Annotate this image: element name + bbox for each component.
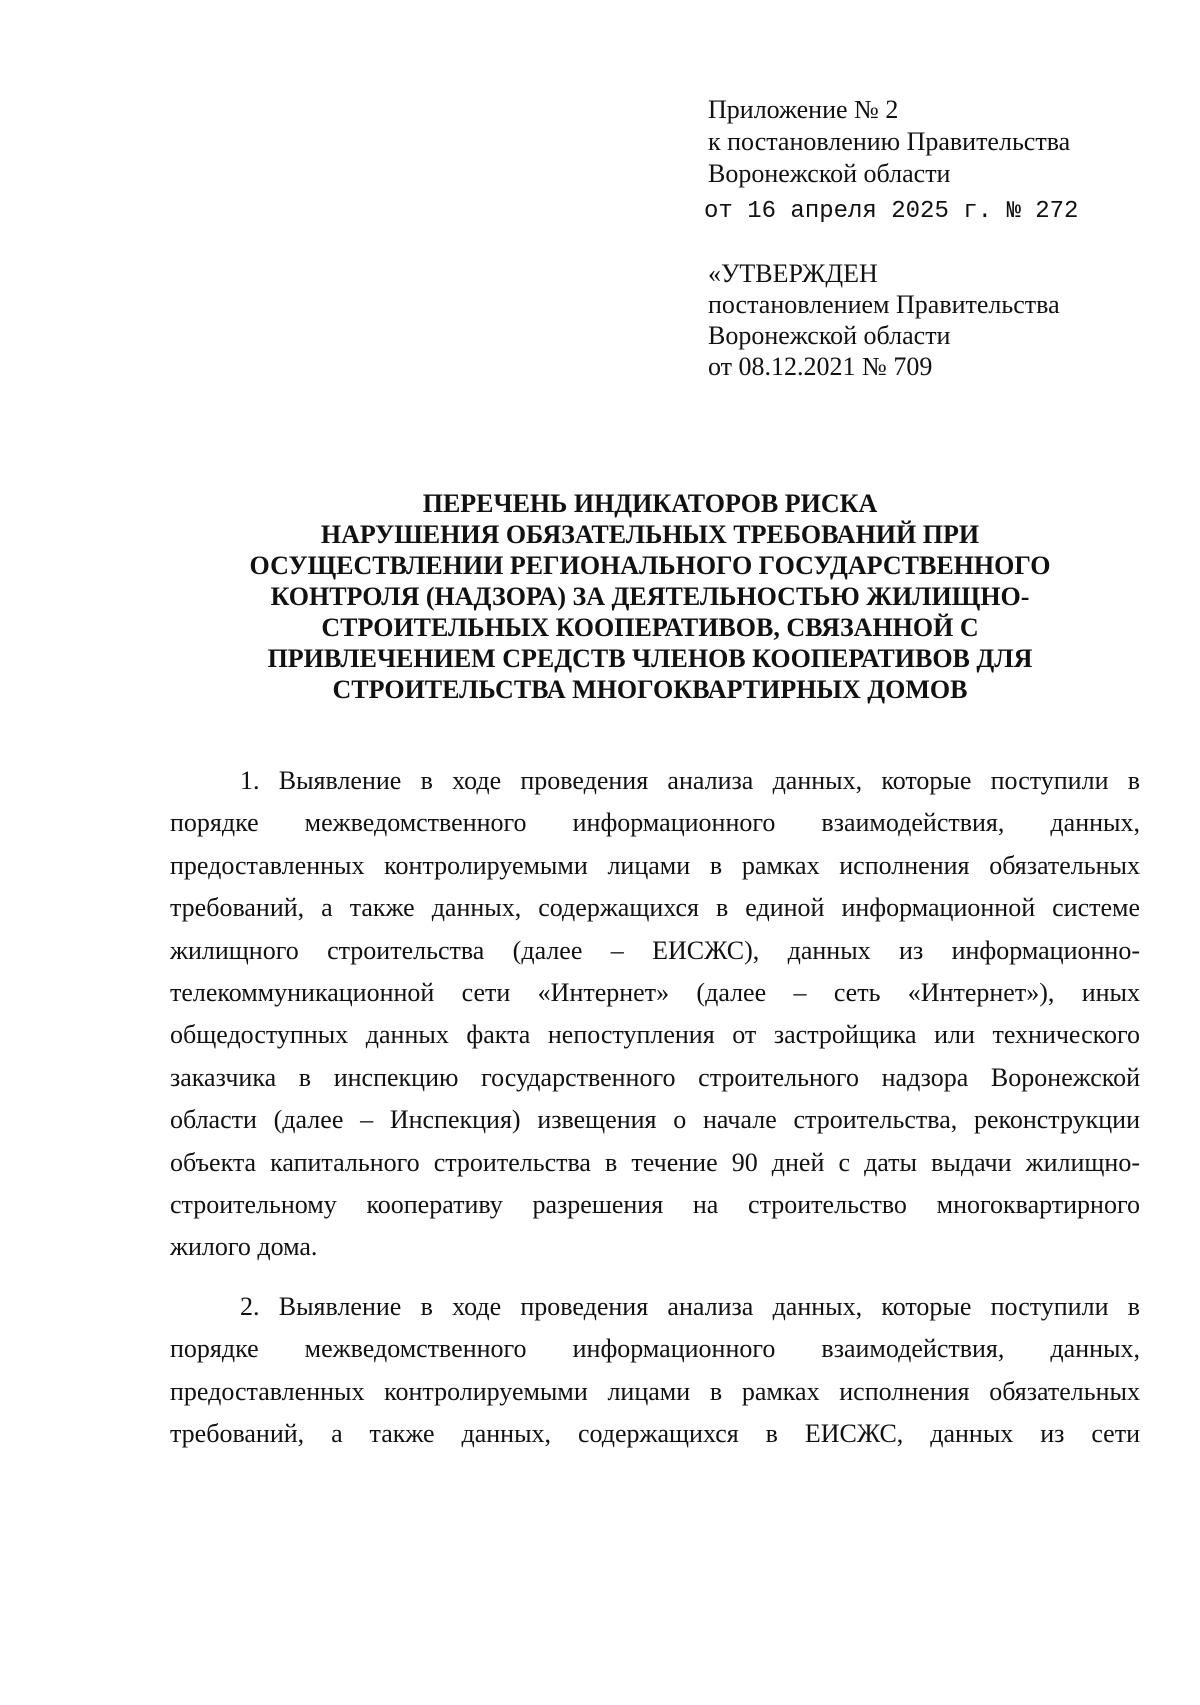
appendix-header [704,94,1079,228]
title-line: ПЕРЕЧЕНЬ ИНДИКАТОРОВ РИСКА [422,489,878,518]
paragraph-line: заказчика в инспекцию государственного строительного надзора Воронежской [170,1062,1140,1092]
approval-block [708,258,1060,382]
paragraph-line: строительному кооперативу разрешения на строительство многоквартирного [170,1190,1140,1220]
approval-line: «УТВЕРЖДЕН [708,259,878,288]
paragraph-line: 1. Выявление в ходе проведения анализа данных, которые поступили в [240,766,1140,795]
paragraph-line: жилищного строительства (далее – ЕИСЖС), данных из информационно- [170,935,1140,965]
appendix-date-number: от 16 апреля 2025 г. № 272 [704,198,1079,225]
appendix-line: к постановлению Правительства [708,127,1071,156]
paragraph-line: порядке межведомственного информационного взаимодействия, данных, [170,1334,1140,1364]
title-line: КОНТРОЛЯ (НАДЗОРА) ЗА ДЕЯТЕЛЬНОСТЬЮ ЖИЛИЩНО- [270,582,1030,611]
title-line: СТРОИТЕЛЬНЫХ КООПЕРАТИВОВ, СВЯЗАННОЙ С [321,613,979,642]
paragraph-2 [170,1286,1140,1456]
paragraph-line: порядке межведомственного информационного взаимодействия, данных, [170,808,1140,838]
paragraph-line: области (далее – Инспекция) извещения о начале строительства, реконструкции [170,1105,1140,1135]
paragraph-line: общедоступных данных факта непоступления от застройщика или технического [170,1020,1140,1050]
approval-line: постановлением Правительства [708,290,1060,319]
approval-line: от 08.12.2021 № 709 [708,352,933,381]
paragraph-line: предоставленных контролируемыми лицами в рамках исполнения обязательных [170,850,1140,880]
appendix-line: Приложение № 2 [708,95,899,124]
paragraph-line: жилого дома. [170,1232,318,1262]
title-line: НАРУШЕНИЯ ОБЯЗАТЕЛЬНЫХ ТРЕБОВАНИЙ ПРИ [320,520,980,549]
paragraph-line: 2. Выявление в ходе проведения анализа данных, которые поступили в [240,1291,1140,1321]
paragraph-line: требований, а также данных, содержащихся в ЕИСЖС, данных из сети [170,1419,1140,1449]
title-line: ОСУЩЕСТВЛЕНИИ РЕГИОНАЛЬНОГО ГОСУДАРСТВЕННОГО [249,551,1051,580]
title-line: ПРИВЛЕЧЕНИЕМ СРЕДСТВ ЧЛЕНОВ КООПЕРАТИВОВ ДЛЯ [267,644,1033,673]
paragraph-line: телекоммуникационной сети «Интернет» (далее – сеть «Интернет»), иных [170,978,1140,1008]
approval-line: Воронежской области [708,321,951,350]
appendix-line: Воронежской области [708,159,951,188]
title-line: СТРОИТЕЛЬСТВА МНОГОКВАРТИРНЫХ ДОМОВ [332,675,968,704]
document-title [200,488,1100,705]
paragraph-line: объекта капитального строительства в течение 90 дней с даты выдачи жилищно- [170,1147,1140,1177]
document-body [170,760,1140,1456]
paragraph-1 [170,760,1140,1269]
paragraph-line: требований, а также данных, содержащихся в единой информационной системе [170,893,1140,923]
paragraph-line: предоставленных контролируемыми лицами в рамках исполнения обязательных [170,1376,1140,1406]
